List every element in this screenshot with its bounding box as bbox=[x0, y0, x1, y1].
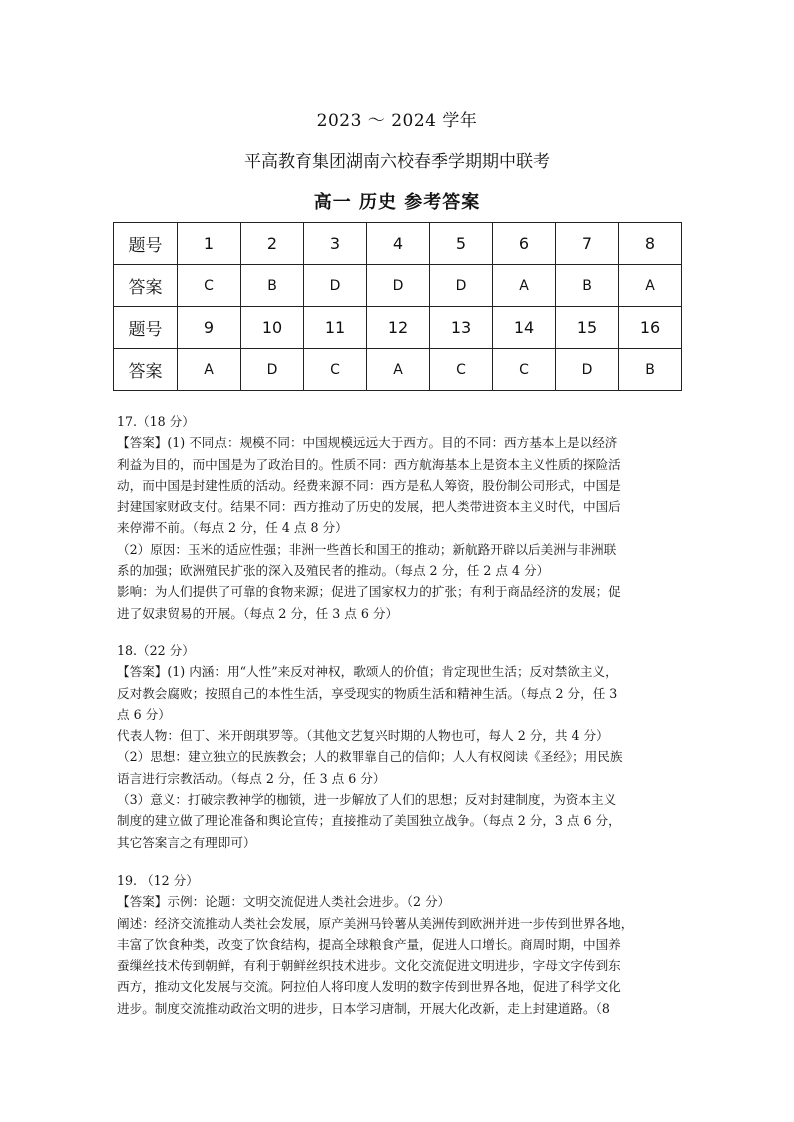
table-row bbox=[114, 223, 682, 265]
answer-line: 影响：为人们提供了可靠的食物来源；促进了国家权力的扩张；有利于商品经济的发展；促 bbox=[117, 584, 621, 600]
answer-line: 动，而中国是封建性质的活动。经费来源不同：西方是私人筹资，股份制公司形式，中国是 bbox=[117, 477, 621, 493]
question-number-cell: 12 bbox=[367, 307, 430, 349]
row-label: 答案 bbox=[114, 349, 178, 391]
question-17-answer bbox=[117, 411, 683, 624]
question-number-cell: 16 bbox=[619, 307, 682, 349]
table-row bbox=[114, 265, 682, 307]
answer-cell: B bbox=[241, 265, 304, 307]
question-number-cell: 7 bbox=[556, 223, 619, 265]
answer-line: 阐述：经济交流推动人类社会发展，原产美洲马铃薯从美洲传到欧洲并进一步传到世界各地， bbox=[117, 915, 634, 931]
answer-cell: B bbox=[619, 349, 682, 391]
answer-cell: A bbox=[493, 265, 556, 307]
question-number-cell: 10 bbox=[241, 307, 304, 349]
answer-line: 【答案】示例：论题：文明交流促进人类社会进步。（2 分） bbox=[117, 894, 451, 910]
question-number-cell: 14 bbox=[493, 307, 556, 349]
answer-line: 反对教会腐败；按照自己的本性生活，享受现实的物质生活和精神生活。（每点 2 分，任 3 bbox=[117, 685, 618, 701]
answer-line: 19. （12 分） bbox=[117, 873, 199, 888]
row-label: 题号 bbox=[114, 223, 178, 265]
answer-line: （2）原因：玉米的适应性强；非洲一些酋长和国王的推动；新航路开辟以后美洲与非洲联 bbox=[117, 541, 617, 557]
answer-line: 利益为目的，而中国是为了政治目的。性质不同：西方航海基本上是资本主义性质的探险活 bbox=[117, 456, 621, 472]
answer-line: 点 6 分） bbox=[117, 706, 171, 722]
question-number-cell: 15 bbox=[556, 307, 619, 349]
table-row bbox=[114, 349, 682, 391]
answer-cell: C bbox=[430, 349, 493, 391]
question-18-answer bbox=[117, 640, 683, 853]
answer-line: 封建国家财政支付。结果不同：西方推动了历史的发展，把人类带进资本主义时代，中国后 bbox=[117, 499, 621, 515]
answer-line: 蚕缫丝技术传到朝鲜，有利于朝鲜丝织技术进步。文化交流促进文明进步，字母文字传到东 bbox=[117, 958, 621, 974]
answer-cell: C bbox=[493, 349, 556, 391]
answer-line: 制度的建立做了理论准备和舆论宣传；直接推动了美国独立战争。（每点 2 分，3 点 6 分， bbox=[117, 813, 621, 829]
question-number-cell: 9 bbox=[178, 307, 241, 349]
answer-cell: D bbox=[304, 265, 367, 307]
answer-line: 系的加强；欧洲殖民扩张的深入及殖民者的推动。（每点 2 分，任 2 点 4 分） bbox=[117, 563, 550, 579]
year-line: 2023 ～ 2024 学年 bbox=[316, 111, 478, 131]
answer-line: 其它答案言之有理即可） bbox=[117, 834, 256, 850]
answer-line: （3）意义：打破宗教神学的枷锁，进一步解放了人们的思想；反对封建制度，为资本主义 bbox=[117, 792, 617, 808]
question-19-answer bbox=[117, 870, 683, 1019]
answer-cell: D bbox=[430, 265, 493, 307]
answer-line: 进了奴隶贸易的开展。（每点 2 分，任 3 点 6 分） bbox=[117, 605, 399, 621]
answer-cell: D bbox=[367, 265, 430, 307]
answer-cell: D bbox=[241, 349, 304, 391]
answer-cell: C bbox=[178, 265, 241, 307]
answer-line: 18.（22 分） bbox=[117, 643, 195, 658]
answer-cell: A bbox=[178, 349, 241, 391]
exam-title: 平高教育集团湖南六校春季学期期中联考 bbox=[244, 152, 550, 172]
question-number-cell: 6 bbox=[493, 223, 556, 265]
answer-line: 语言进行宗教活动。（每点 2 分，任 3 点 6 分） bbox=[117, 770, 386, 786]
row-label: 题号 bbox=[114, 307, 178, 349]
answer-cell: B bbox=[556, 265, 619, 307]
answer-line: （2）思想：建立独立的民族教会；人的救罪靠自己的信仰；人人有权阅读《圣经》；用民族 bbox=[117, 749, 623, 765]
answer-line: 西方，推动文化发展与交流。阿拉伯人将印度人发明的数字传到世界各地，促进了科学文化 bbox=[117, 979, 621, 995]
answer-line: 进步。制度交流推动政治文明的进步，日本学习唐制，开展大化改新，走上封建道路。（8 bbox=[117, 1000, 610, 1016]
question-number-cell: 8 bbox=[619, 223, 682, 265]
question-number-cell: 13 bbox=[430, 307, 493, 349]
answer-line: 丰富了饮食种类，改变了饮食结构，提高全球粮食产量，促进人口增长。商周时期，中国养 bbox=[117, 936, 621, 952]
row-label: 答案 bbox=[114, 265, 178, 307]
question-number-cell: 11 bbox=[304, 307, 367, 349]
question-number-cell: 3 bbox=[304, 223, 367, 265]
table-row bbox=[114, 307, 682, 349]
subject-title: 高一 历史 参考答案 bbox=[313, 192, 481, 213]
answer-line: 来停滞不前。（每点 2 分，任 4 点 8 分） bbox=[117, 520, 348, 536]
answer-table bbox=[113, 222, 682, 391]
answer-cell: A bbox=[367, 349, 430, 391]
answer-line: 代表人物：但丁、米开朗琪罗等。（其他文艺复兴时期的人物也可，每人 2 分，共 4 分） bbox=[117, 728, 609, 744]
question-number-cell: 2 bbox=[241, 223, 304, 265]
answer-cell: D bbox=[556, 349, 619, 391]
question-number-cell: 1 bbox=[178, 223, 241, 265]
answer-cell: C bbox=[304, 349, 367, 391]
question-number-cell: 4 bbox=[367, 223, 430, 265]
answer-line: 17.（18 分） bbox=[117, 414, 195, 429]
answer-cell: A bbox=[619, 265, 682, 307]
question-number-cell: 5 bbox=[430, 223, 493, 265]
answer-line: 【答案】(1) 不同点：规模不同：中国规模远远大于西方。目的不同：西方基本上是以经济 bbox=[117, 435, 618, 451]
answer-line: 【答案】(1) 内涵：用“人性”来反对神权，歌颂人的价值；肯定现世生活；反对禁欲主义， bbox=[117, 664, 618, 680]
